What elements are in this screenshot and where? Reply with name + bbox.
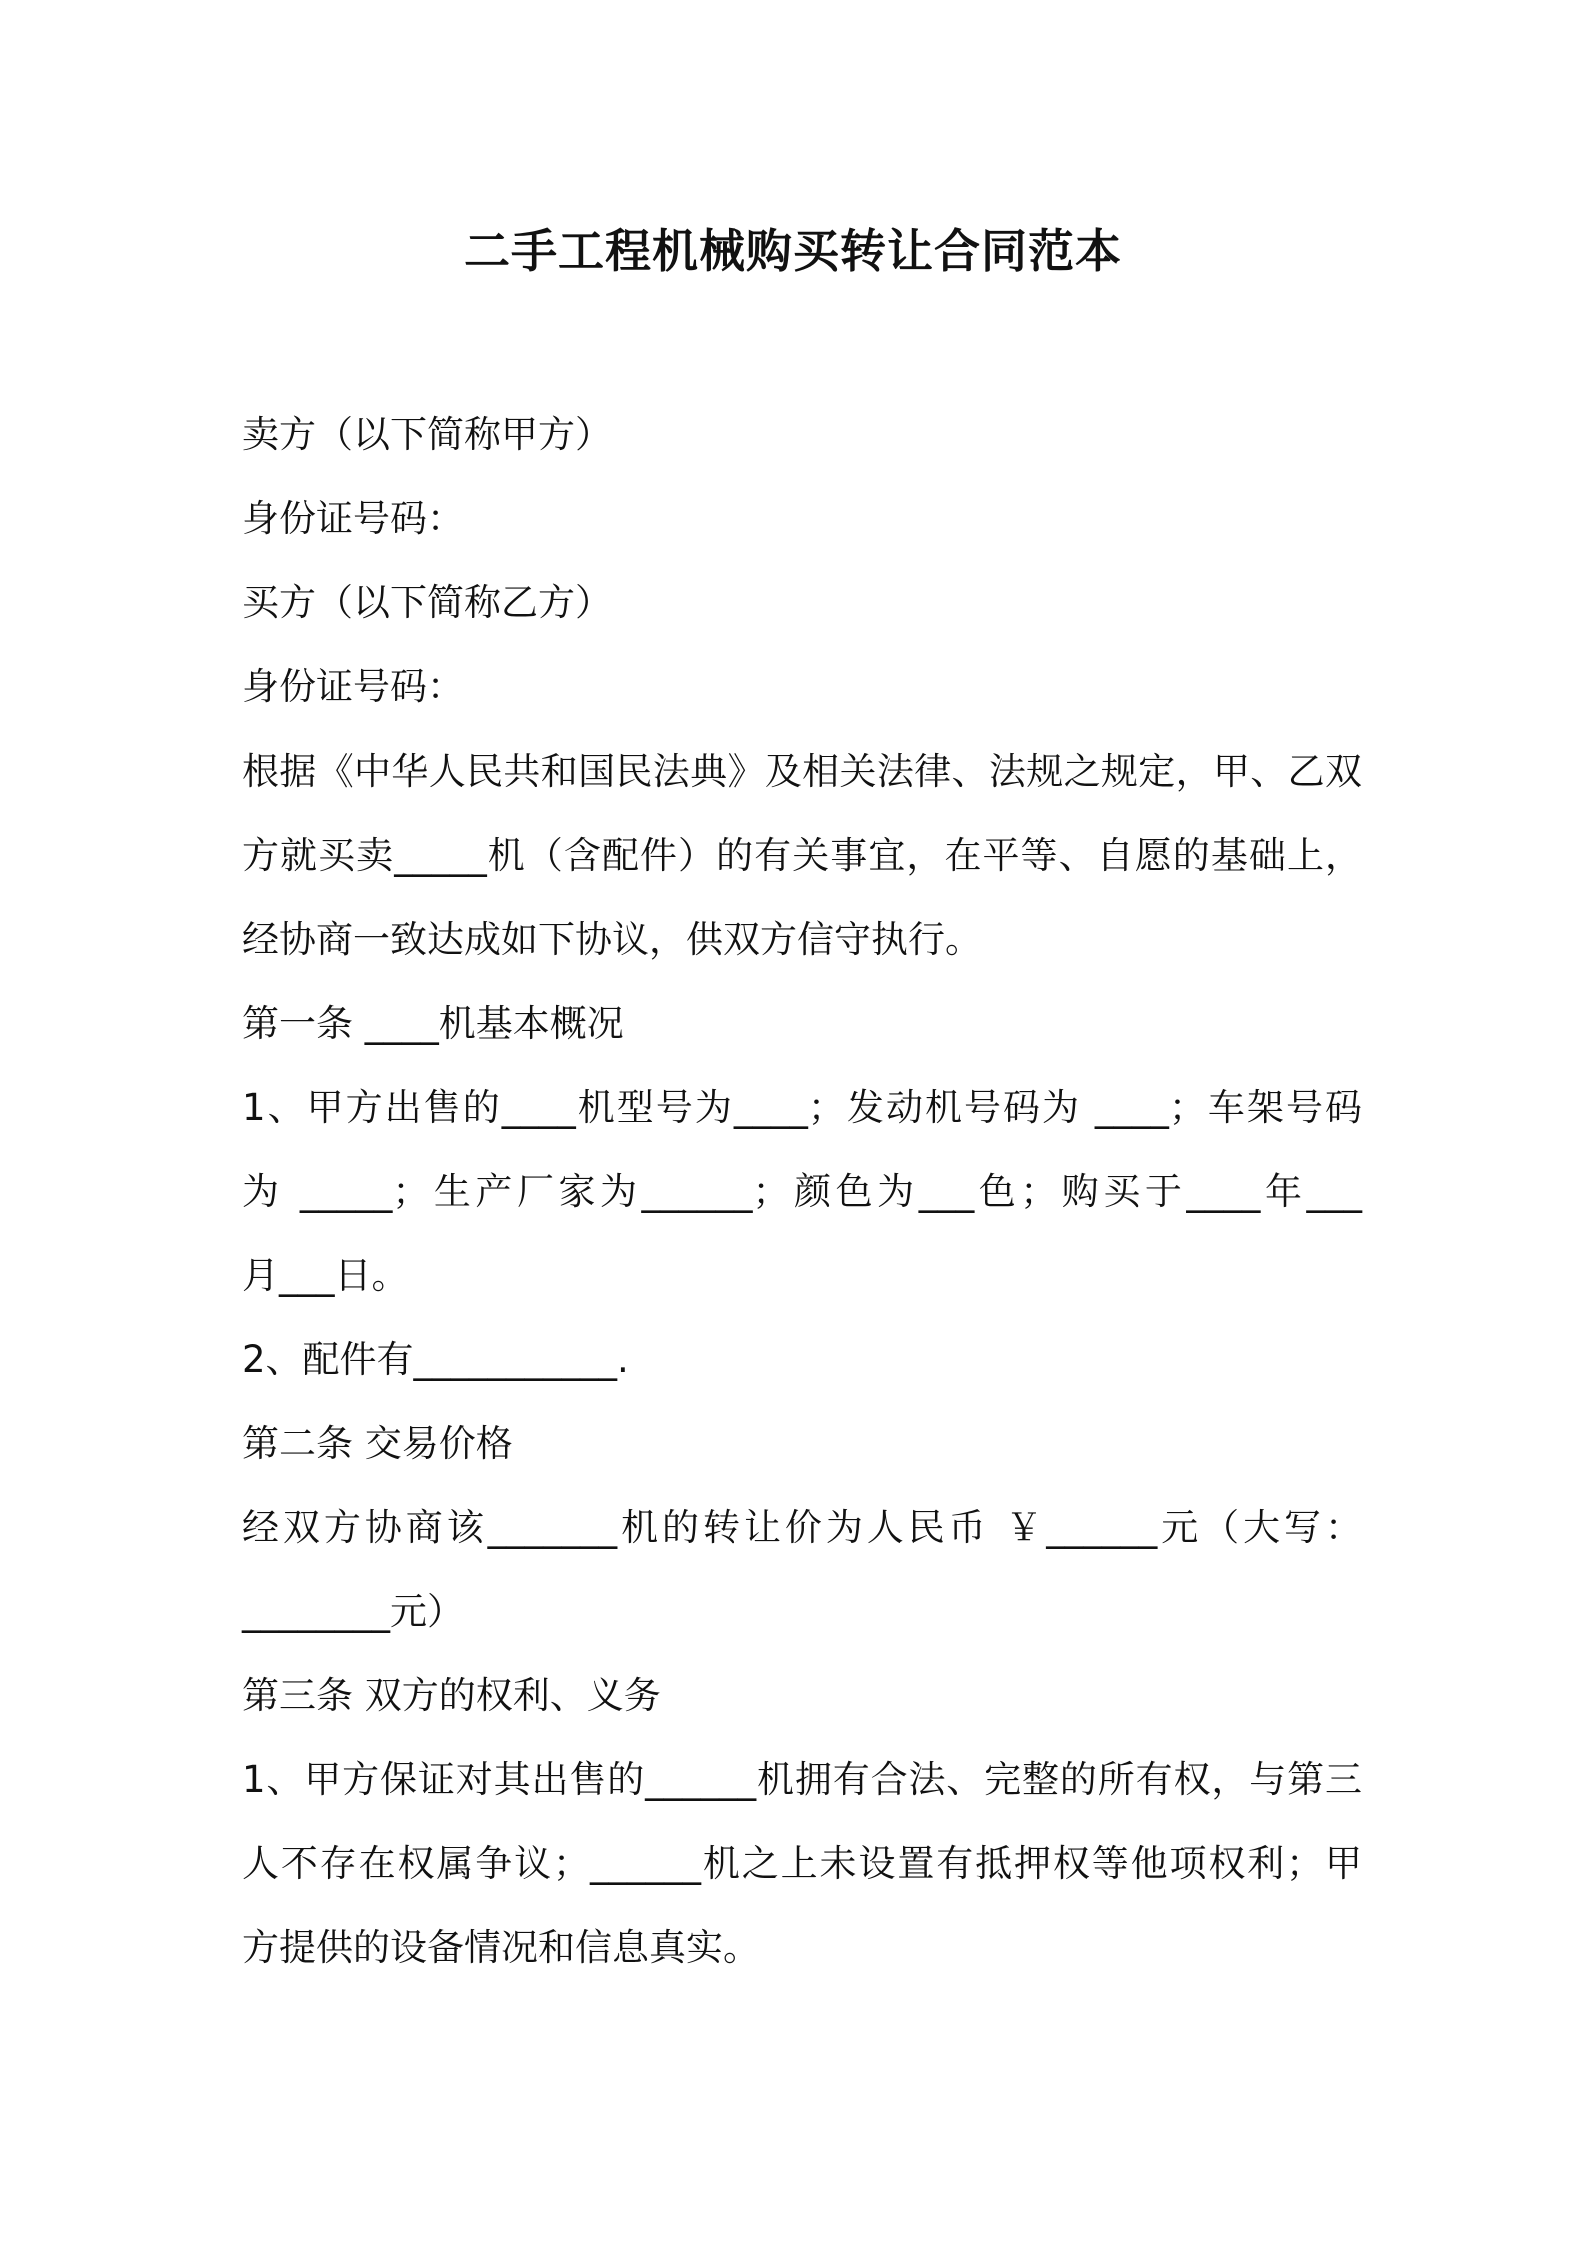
seller-id-number-label: 身份证号码：	[242, 497, 464, 540]
article-1-item-1-line-1: 1、甲方出售的____机型号为____；发动机号码为 ____；车架号码	[242, 1086, 1362, 1129]
article-1-item-1-line-3: 月___日。	[242, 1254, 409, 1297]
article-3-item-1-line-2: 人不存在权属争议；______机之上未设置有抵押权等他项权利；甲	[242, 1842, 1362, 1885]
preamble-line-2: 方就买卖_____机（含配件）的有关事宜，在平等、自愿的基础上，	[242, 834, 1362, 877]
article-1-heading: 第一条 ____机基本概况	[242, 1002, 624, 1045]
article-3-item-1-line-1: 1、甲方保证对其出售的______机拥有合法、完整的所有权，与第三	[242, 1758, 1362, 1801]
seller-label: 卖方（以下简称甲方）	[242, 413, 612, 456]
article-2-line-1: 经双方协商该_______机的转让价为人民币 ￥______元（大写：	[242, 1506, 1362, 1549]
buyer-id-number-label: 身份证号码：	[242, 665, 464, 708]
article-3-item-1-line-3: 方提供的设备情况和信息真实。	[242, 1926, 760, 1969]
preamble-line-1: 根据《中华人民共和国民法典》及相关法律、法规之规定，甲、乙双	[242, 750, 1362, 793]
preamble-line-3: 经协商一致达成如下协议，供双方信守执行。	[242, 918, 982, 961]
article-1-item-2: 2、配件有___________.	[242, 1338, 629, 1381]
buyer-label: 买方（以下简称乙方）	[242, 581, 612, 624]
article-1-item-1-line-2: 为 _____；生产厂家为______；颜色为___色；购买于____年___	[242, 1170, 1362, 1213]
document-title: 二手工程机械购买转让合同范本	[464, 224, 1122, 278]
article-2-line-2: ________元）	[242, 1590, 464, 1633]
article-2-heading: 第二条 交易价格	[242, 1422, 513, 1465]
article-3-heading: 第三条 双方的权利、义务	[242, 1674, 661, 1717]
